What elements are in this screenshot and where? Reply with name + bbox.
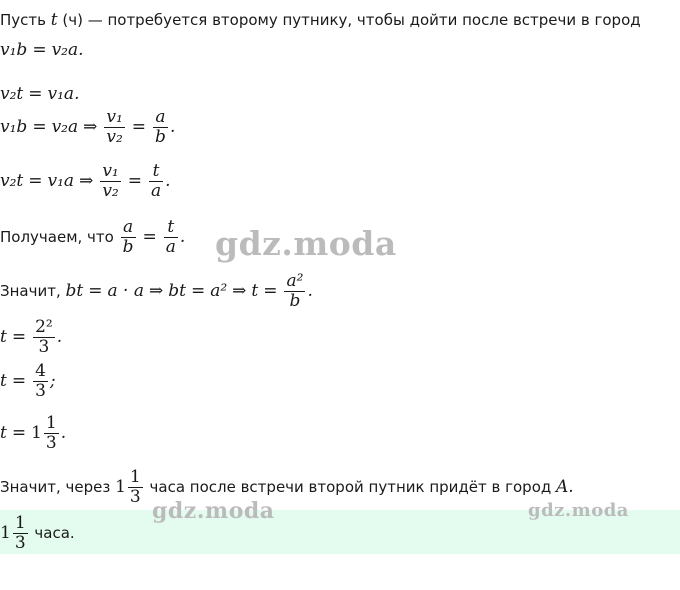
eq3-fraction-2: $\frac{a}{b}$ xyxy=(155,107,166,147)
watermark-small-2: gdz.moda xyxy=(528,500,629,521)
result1-fraction-1: $\frac{a}{b}$ xyxy=(122,217,134,257)
conclusion-text-start: Значит, через xyxy=(0,478,116,496)
result2-expr1: bt xyxy=(65,281,84,301)
watermark-small-1: gdz.moda xyxy=(152,498,275,524)
eq4-fraction-2: $\frac{t}{a}$ xyxy=(151,161,162,201)
result2-text: Значит, xyxy=(0,282,66,300)
result2-fraction: $\frac{\text{a²}}{b}$ xyxy=(286,271,304,311)
calc1-end: . xyxy=(56,327,63,347)
intro-text-start: Пусть xyxy=(0,11,51,29)
equation-2: v₂t = v₁a. xyxy=(0,84,80,104)
calc3-end: . xyxy=(60,423,67,443)
result1-fraction-2: $\frac{t}{a}$ xyxy=(165,217,176,257)
equation-3: v₁b = v₂a ⇒ $\frac{\text{v₁}}{\text{v₂}}$ = $\frac{a}{b}$ . xyxy=(0,107,176,147)
result1-end: . xyxy=(179,227,186,247)
calc-line-3: t = 1 $\frac{1}{3}$ . xyxy=(0,413,67,453)
conclusion-end: . xyxy=(568,477,574,497)
result2-end: . xyxy=(307,281,313,301)
eq3-fraction-1: $\frac{\text{v₁}}{\text{v₂}}$ xyxy=(106,107,123,147)
intro-text-end: (ч) — потребуется второму путнику, чтобы дойти после встречи в город xyxy=(57,11,641,29)
result-line-1: Получаем, что $\frac{a}{b}$ = $\frac{t}{a}$ . xyxy=(0,217,186,257)
calc-line-1: t = $\frac{\text{2²}}{3}$ . xyxy=(0,317,63,357)
eq1-rhs: v₂a. xyxy=(51,40,84,60)
eq3-end: . xyxy=(169,117,176,137)
calc3-whole: 1 xyxy=(31,423,42,443)
intro-line xyxy=(0,10,641,30)
calc3-fraction: $\frac{1}{3}$ xyxy=(45,413,57,453)
calc2-end: ; xyxy=(49,371,56,391)
calc1-lhs: t xyxy=(0,327,7,347)
conclusion-whole: 1 xyxy=(115,477,126,497)
eq3-mid: v₂a xyxy=(51,117,79,137)
eq3-lhs: v₁b xyxy=(0,117,28,137)
eq1-lhs: v₁b xyxy=(0,40,28,60)
conclusion-city: A xyxy=(556,477,569,497)
eq4-lhs: v₂t xyxy=(0,171,24,191)
result2-expr4: a² xyxy=(210,281,228,301)
conclusion-text-end: часа после встречи второй путник придёт в город xyxy=(144,478,557,496)
watermark-main: gdz.moda xyxy=(215,224,397,263)
calc2-lhs: t xyxy=(0,371,7,391)
eq4-fraction-1: $\frac{\text{v₁}}{\text{v₂}}$ xyxy=(102,161,119,201)
result-line-2: Значит, bt = a · a ⇒ bt = a² ⇒ t = $\frac{\text{a²}}{b}$ . xyxy=(0,271,313,311)
eq4-end: . xyxy=(165,171,171,191)
answer-line xyxy=(0,514,75,553)
equation-1: v₁b = v₂a. xyxy=(0,40,84,60)
conclusion-line xyxy=(0,468,574,507)
calc1-fraction: $\frac{\text{2²}}{3}$ xyxy=(35,317,53,357)
eq2-lhs: v₂t xyxy=(0,84,24,104)
result2-expr5: t xyxy=(251,281,259,301)
conclusion-fraction: $\frac{1}{3}$ xyxy=(129,467,141,507)
answer-text: часа. xyxy=(29,524,75,542)
equation-4: v₂t = v₁a ⇒ $\frac{\text{v₁}}{\text{v₂}}$ = $\frac{t}{a}$ . xyxy=(0,161,171,201)
calc-line-2: t = $\frac{4}{3}$ ; xyxy=(0,361,56,401)
result2-expr3: bt xyxy=(168,281,186,301)
result1-text: Получаем, что xyxy=(0,228,119,246)
calc3-lhs: t xyxy=(0,423,7,443)
eq4-mid: v₁a xyxy=(47,171,75,191)
answer-fraction: $\frac{1}{3}$ xyxy=(14,513,26,553)
eq2-rhs: v₁a. xyxy=(47,84,80,104)
result2-expr2: a · a xyxy=(107,281,144,301)
calc2-fraction: $\frac{4}{3}$ xyxy=(35,361,46,401)
answer-whole: 1 xyxy=(0,523,11,543)
intro-var: t xyxy=(50,10,58,30)
